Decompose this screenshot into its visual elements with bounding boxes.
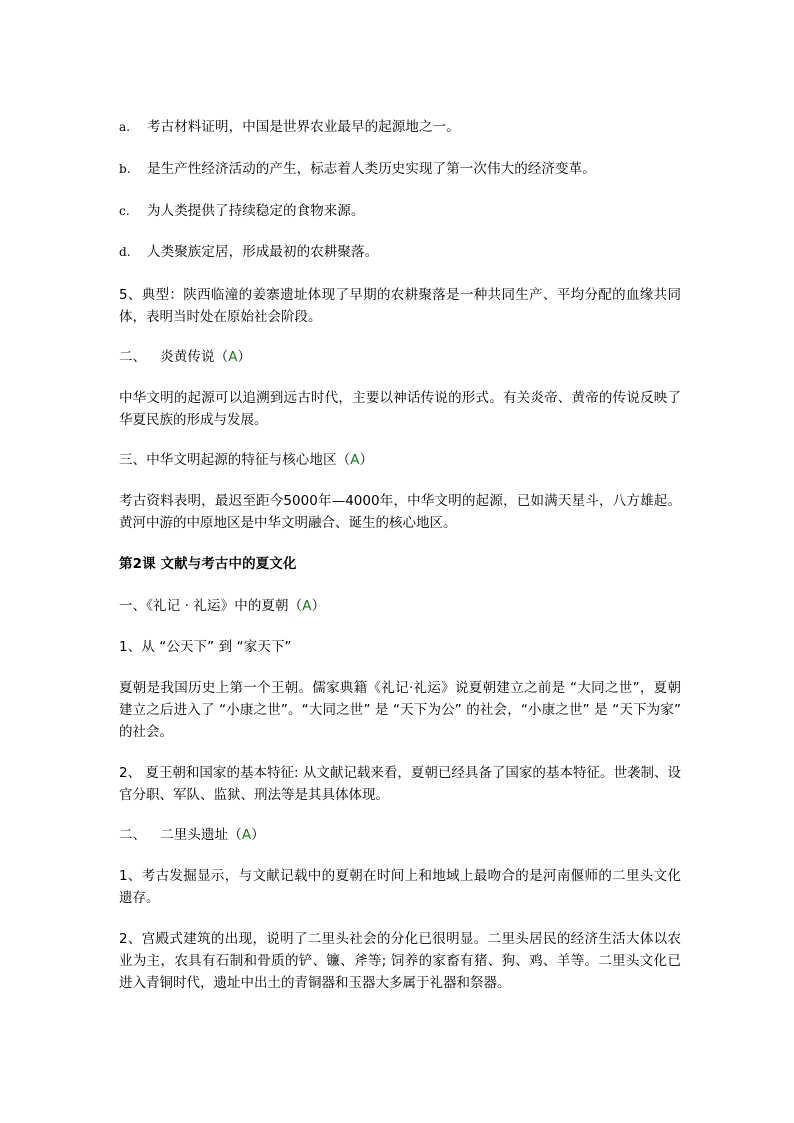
list-item-a <box>119 117 460 137</box>
heading-text: 二里头遗址（ <box>160 827 242 843</box>
lesson-title: 第2课 文献与考古中的夏文化 <box>119 556 297 572</box>
paragraph-erlitou-society: 2、宫殿式建筑的出现，说明了二里头社会的分化已很明显。二里头居民的经济生活大体以农业为主，农具有石制和骨质的铲、镰、斧等; 饲养的家畜有猪、狗、鸡、羊等。二里头文化已进入青铜时代，遗址中出土的青铜器和玉器大多属于礼器和祭器。 <box>119 931 681 991</box>
list-item-text: 考古材料证明，中国是世界农业最早的起源地之一。 <box>147 119 460 135</box>
heading-text: 一、《礼记 · 礼运》中的夏朝（ <box>119 598 303 614</box>
section-heading-yanhuang <box>119 347 251 367</box>
heading-text: 炎黄传说（ <box>160 349 229 365</box>
paragraph-yanhuang: 中华文明的起源可以追溯到远古时代，主要以神话传说的形式。有关炎帝、黄帝的传说反映了华夏民族的形成与发展。 <box>119 390 681 428</box>
paragraph-core-region: 考古资料表明，最迟至距今5000年—4000年，中华文明的起源，已如满天星斗，八方雄起。黄河中游的中原地区是中华文明融合、诞生的核心地区。 <box>119 493 681 531</box>
list-item-b <box>119 159 596 179</box>
list-marker: d. <box>119 245 131 259</box>
list-item-c <box>119 201 365 221</box>
heading-suffix: ） <box>251 827 265 843</box>
section-heading-features <box>119 450 373 470</box>
grade-label: A <box>350 452 360 468</box>
list-item-text: 人类聚族定居，形成最初的农耕聚落。 <box>147 244 379 260</box>
list-marker: b. <box>119 162 131 176</box>
heading-suffix: ） <box>359 452 374 468</box>
paragraph-xia-dynasty: 夏朝是我国历史上第一个王朝。儒家典籍《礼记·礼运》说夏朝建立之前是 “大同之世”，夏朝建立之后进入了 “小康之世”。“大同之世” 是 “天下为公” 的社会，“小康之世” 是 “天下为家” 的社会。 <box>119 680 681 740</box>
heading-suffix: ） <box>311 598 326 614</box>
grade-label: A <box>228 349 238 365</box>
section-heading-liyun <box>119 596 325 616</box>
paragraph-typical-example: 5、典型：陕西临潼的姜寨遗址体现了早期的农耕聚落是一种共同生产、平均分配的血缘共同体，表明当时处在原始社会阶段。 <box>119 287 681 325</box>
list-item-text: 是生产性经济活动的产生，标志着人类历史实现了第一次伟大的经济变革。 <box>147 161 596 177</box>
grade-label: A <box>241 827 252 843</box>
subheading-gongtianxia: 1、从 “公天下” 到 “家天下” <box>119 639 292 655</box>
grade-label: A <box>302 598 312 614</box>
list-item-d <box>119 242 378 262</box>
list-marker: c. <box>119 204 130 218</box>
section-heading-erlitou <box>119 825 265 845</box>
list-marker: a. <box>119 120 131 134</box>
paragraph-state-features: 2、 夏王朝和国家的基本特征: 从文献记载来看，夏朝已经具备了国家的基本特征。世袭制、设官分职、军队、监狱、刑法等是其具体体现。 <box>119 765 681 803</box>
heading-number: 二、 <box>119 827 147 843</box>
paragraph-erlitou-site: 1、考古发掘显示，与文献记载中的夏朝在时间上和地域上最吻合的是河南偃师的二里头文化遗存。 <box>119 868 681 906</box>
heading-number: 二、 <box>119 349 147 365</box>
list-item-text: 为人类提供了持续稳定的食物来源。 <box>147 203 365 219</box>
heading-text: 三、中华文明起源的特征与核心地区（ <box>119 452 351 468</box>
heading-suffix: ） <box>237 349 252 365</box>
